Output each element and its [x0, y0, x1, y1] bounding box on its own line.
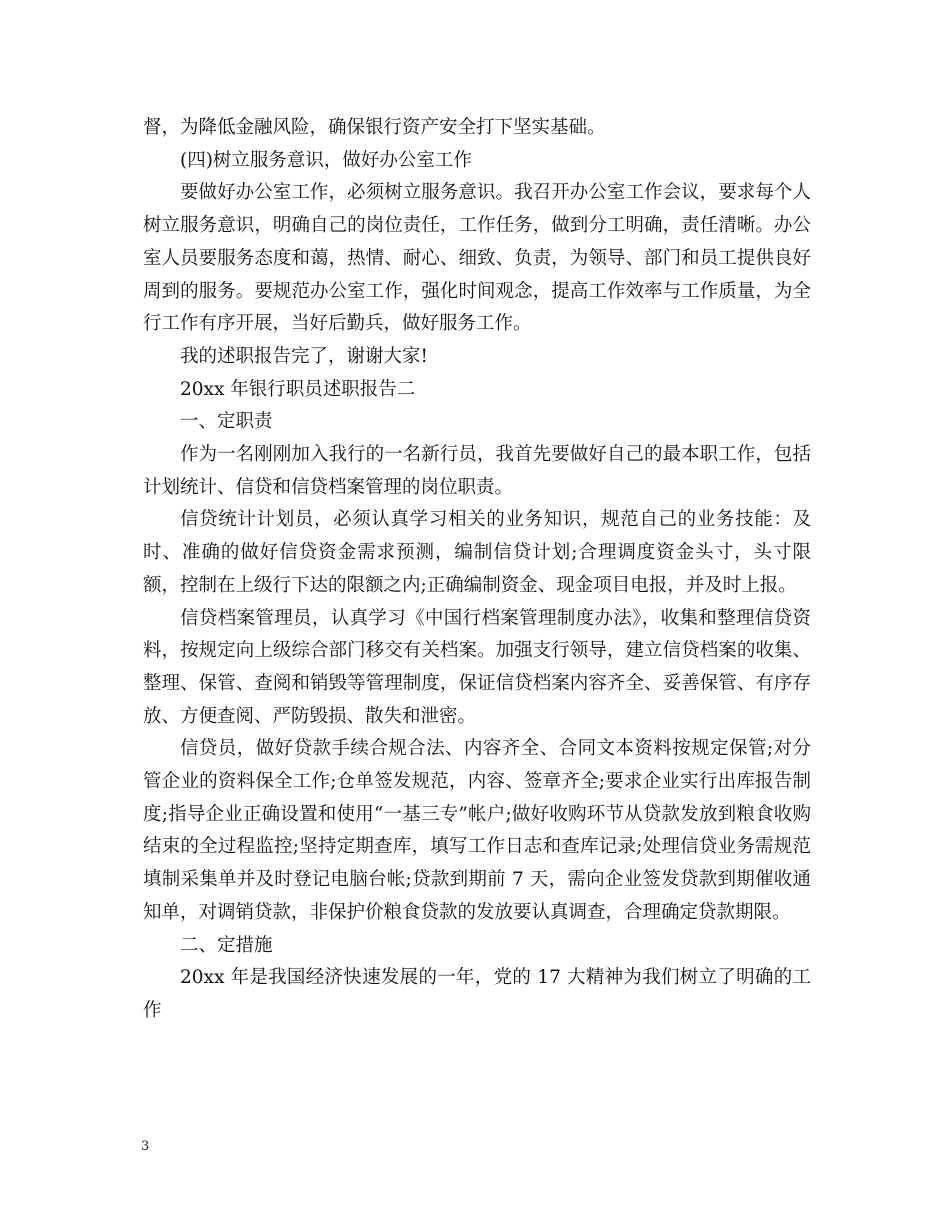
report-title-two: 20xx 年银行职员述职报告二 [180, 378, 416, 400]
paragraph-new-teller: 作为一名刚刚加入我行的一名新行员，我首先要做好自己的最本职工作，包括计划统计、信贷和信贷档案管理的岗位职责。 [143, 444, 811, 498]
document-body [143, 112, 811, 1028]
section-heading-define-duties: 一、定职责 [180, 411, 273, 433]
paragraph-credit-planner: 信贷统计计划员，必须认真学习相关的业务知识，规范自己的业务技能：及时、准确的做好信贷资金需求预测，编制信贷计划;合理调度资金头寸，头寸限额，控制在上级行下达的限额之内;正确编制资金、现金项目电报，并及时上报。 [143, 509, 811, 596]
page-number: 3 [141, 1139, 150, 1154]
paragraph-office-work: 要做好办公室工作，必须树立服务意识。我召开办公室工作会议，要求每个人树立服务意识，明确自己的岗位责任，工作任务，做到分工明确，责任清晰。办公室人员要服务态度和蔼，热情、耐心、细致、负责，为领导、部门和员工提供良好周到的服务。要规范办公室工作，强化时间观念，提高工作效率与工作质量，为全行工作有序开展，当好后勤兵，做好服务工作。 [143, 182, 811, 335]
paragraph-closing-remark: 我的述职报告完了，谢谢大家! [180, 345, 428, 367]
section-heading-define-measures: 二、定措施 [180, 934, 273, 956]
paragraph-credit-officer: 信贷员，做好贷款手续合规合法、内容齐全、合同文本资料按规定保管;对分管企业的资料保全工作;仓单签发规范，内容、签章齐全;要求企业实行出库报告制度;指导企业正确设置和使用“一基三专”帐户;做好收购环节从贷款发放到粮食收购结束的全过程监控;坚持定期查库，填写工作日志和查库记录;处理信贷业务需规范填制采集单并及时登记电脑台帐;贷款到期前 7 天，需向企业签发贷款到期催收通知单，对调销贷款，非保护价粮食贷款的发放要认真调查，合理确定贷款期限。 [143, 738, 811, 923]
paragraph-economy: 20xx 年是我国经济快速发展的一年，党的 17 大精神为我们树立了明确的工作 [143, 967, 811, 1021]
section-heading-service-awareness: (四)树立服务意识，做好办公室工作 [180, 149, 472, 171]
paragraph-archive-manager: 信贷档案管理员，认真学习《中国行档案管理制度办法》，收集和整理信贷资料，按规定向上级综合部门移交有关档案。加强支行领导，建立信贷档案的收集、整理、保管、查阅和销毁等管理制度，保证信贷档案内容齐全、妥善保管、有序存放、方便查阅、严防毁损、散失和泄密。 [143, 607, 811, 727]
paragraph-continuation: 督，为降低金融风险，确保银行资产安全打下坚实基础。 [143, 117, 606, 138]
